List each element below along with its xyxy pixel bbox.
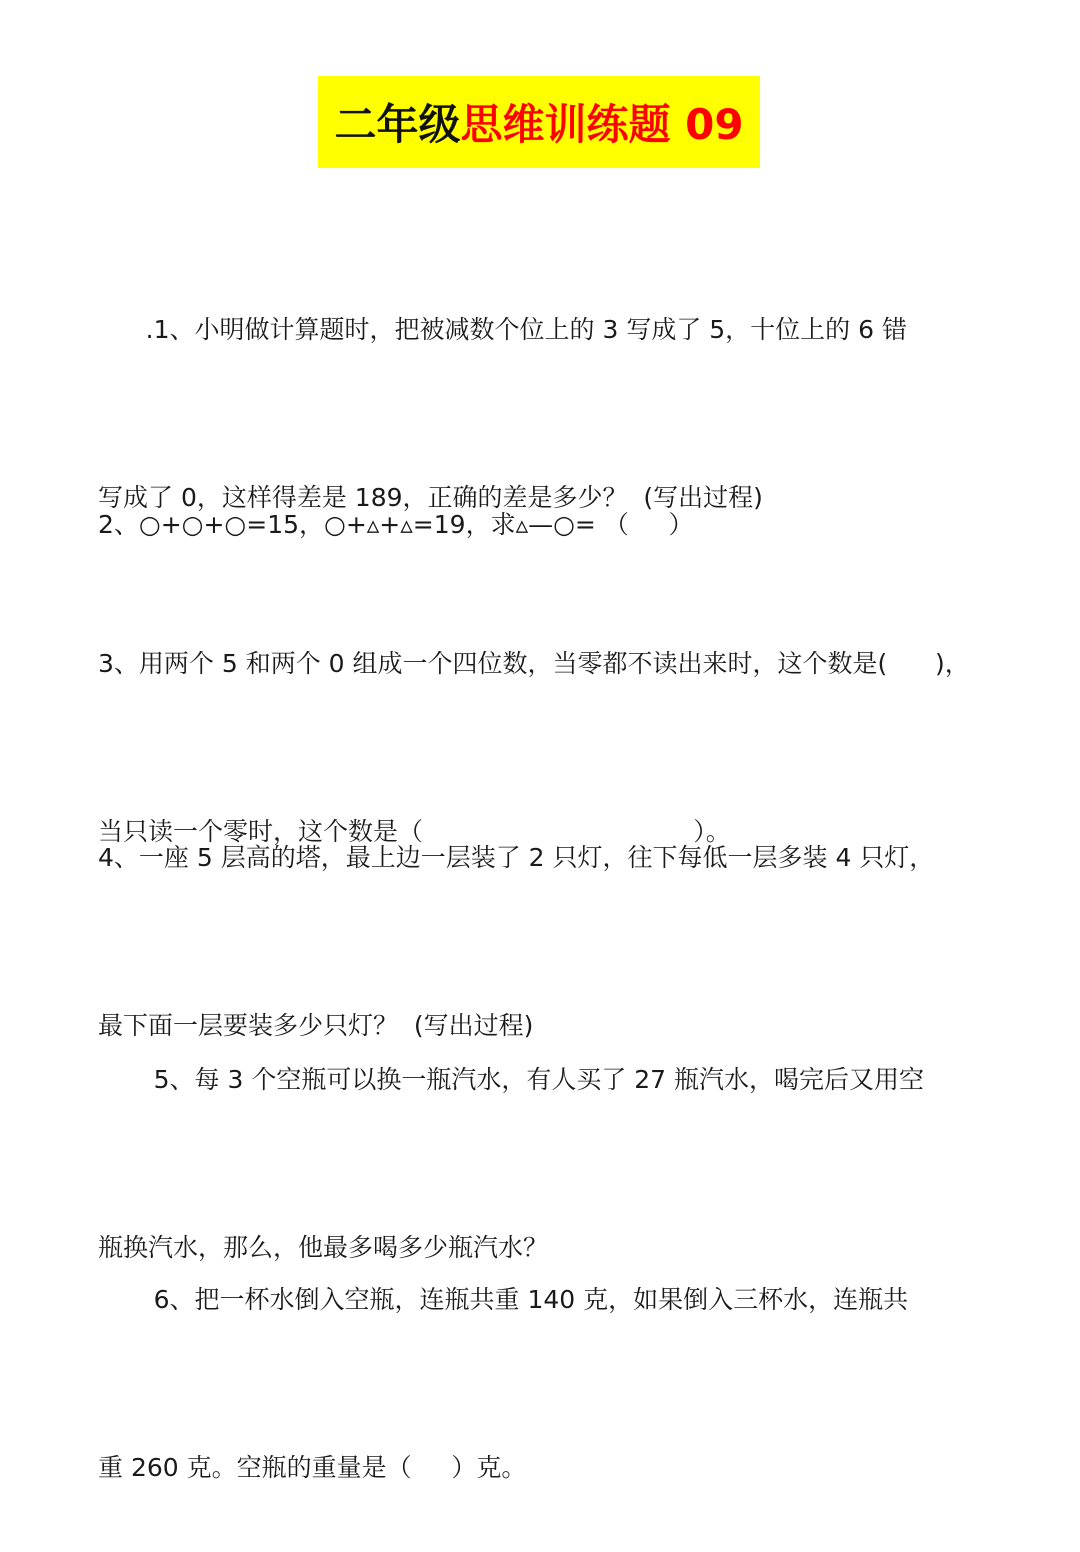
question-5-line-1: 5、每 3 个空瓶可以换一瓶汽水，有人买了 27 瓶汽水，喝完后又用空	[98, 1065, 925, 1094]
question-3-line-1: 3、用两个 5 和两个 0 组成一个四位数，当零都不读出来时，这个数是( )，	[98, 649, 970, 678]
question-4-line-1: 4、一座 5 层高的塔，最上边一层装了 2 只灯，往下每低一层多装 4 只灯，	[98, 843, 935, 872]
question-1-line-1: .1、小明做计算题时，把被减数个位上的 3 写成了 5，十位上的 6 错	[98, 315, 907, 344]
question-5-line-2: 瓶换汽水，那么，他最多喝多少瓶汽水？	[98, 1233, 549, 1262]
question-2-line-1: 2、○+○+○=15，○+▵+▵=19，求▵—○= （ ）	[98, 510, 694, 539]
worksheet-title	[318, 76, 760, 168]
question-1-line-2: 写成了 0，这样得差是 189，正确的差是多少？ (写出过程)	[98, 483, 763, 512]
question-6-line-2: 重 260 克。空瓶的重量是（ ）克。	[98, 1453, 527, 1482]
question-6-line-1: 6、把一杯水倒入空瓶，连瓶共重 140 克，如果倒入三杯水，连瓶共	[98, 1285, 909, 1314]
question-3-line-2: 当只读一个零时，这个数是（ ）。	[98, 817, 731, 846]
title-grade: 二年级	[334, 100, 461, 149]
title-subject: 思维训练题 09	[460, 100, 744, 149]
question-4-line-2: 最下面一层要装多少只灯？ (写出过程)	[98, 1011, 534, 1040]
question-6	[98, 1160, 988, 1552]
